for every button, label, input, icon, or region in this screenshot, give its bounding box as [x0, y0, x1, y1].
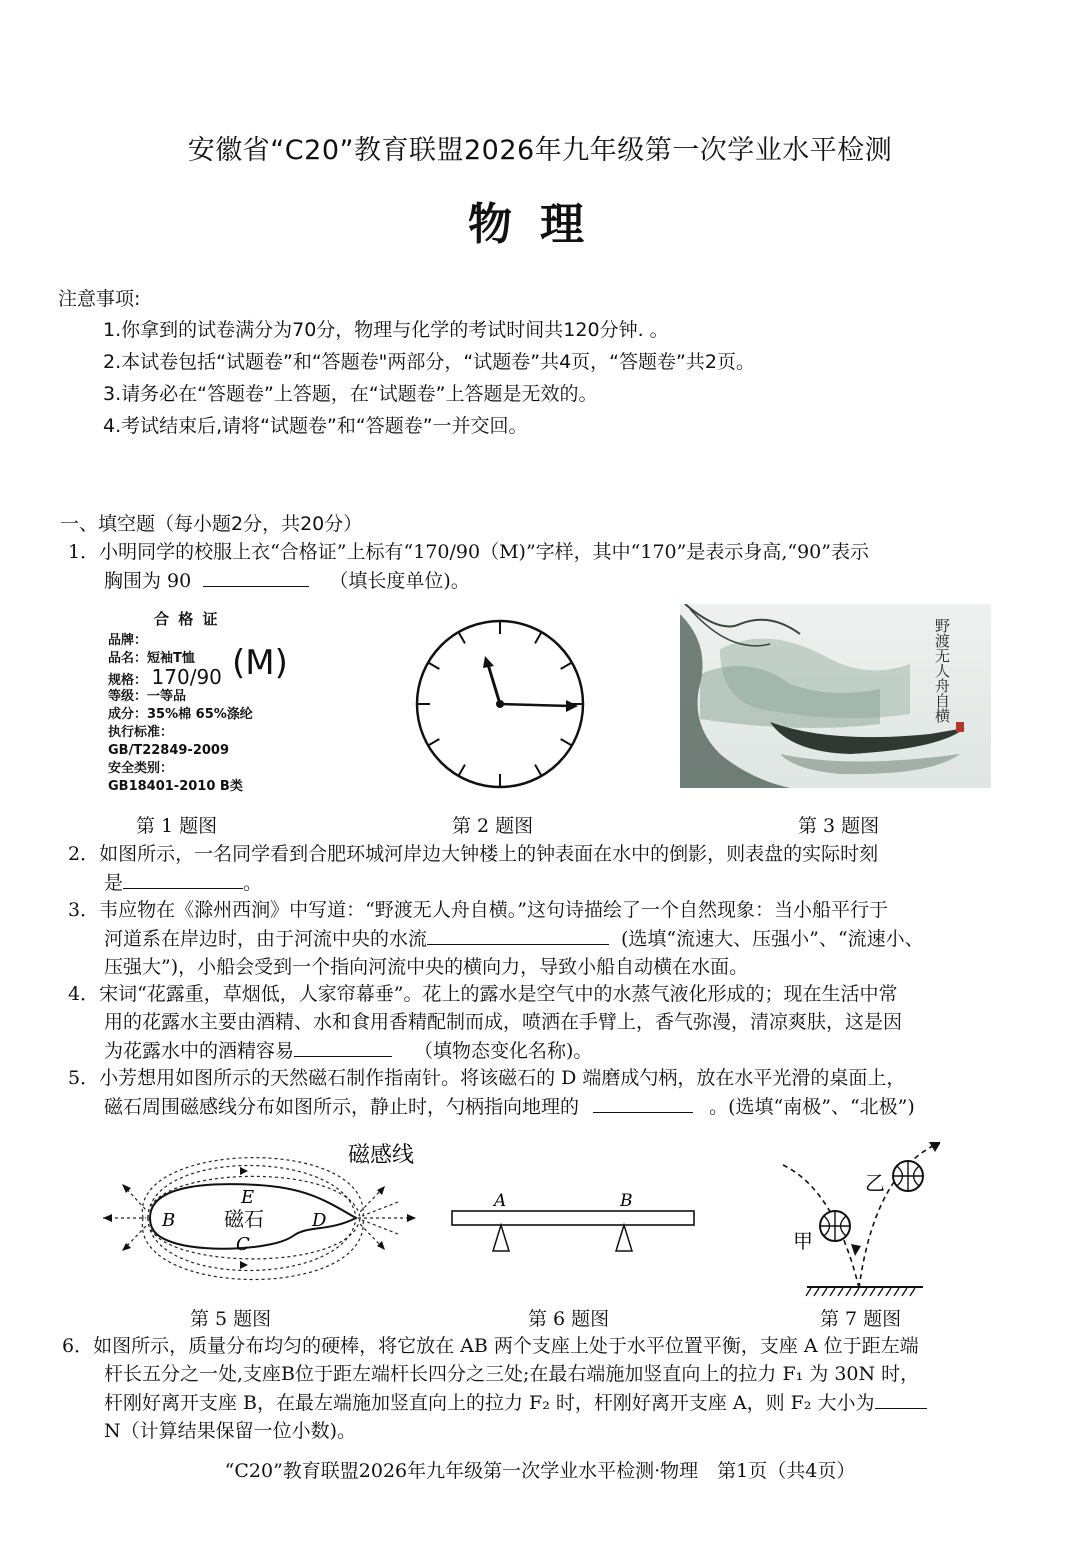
ball-yi: [893, 1161, 923, 1191]
question-4-line-1: 4．宋词“花露重，草烟低，人家帘幕垂”。花上的露水是空气中的水蒸气液化形成的；现在生活中常: [68, 983, 898, 1005]
ground-hatch-line: [838, 1288, 843, 1296]
field-line-label: 磁感线: [348, 1143, 415, 1168]
section-heading: 一、填空题（每小题2分，共20分）: [60, 513, 363, 535]
ground-hatch-line: [814, 1288, 819, 1296]
ground-hatch-line: [830, 1288, 835, 1296]
tag-safety-value: GB18401-2010 B类: [108, 779, 243, 794]
poem-text: 野渡无人舟自横: [933, 618, 951, 723]
support-b: [616, 1225, 632, 1251]
tag-name: 品名：短袖T恤: [108, 651, 195, 666]
label-e: E: [241, 1187, 255, 1208]
caption-fig-6: 第 6 题图: [528, 1308, 610, 1330]
incoming-arrow: [851, 1244, 861, 1256]
ground-hatch-line: [870, 1288, 875, 1296]
tag-spec-label: 规格：: [108, 673, 148, 688]
exam-title: 安徽省“C20”教育联盟2026年九年级第一次学业水平检测: [187, 135, 893, 166]
boat-painting: [680, 604, 991, 788]
question-4-line-2: 用的花露水主要由酒精、水和食用香精配制而成，喷洒在手臂上，香气弥漫，清凉爽肤，这是因: [104, 1011, 903, 1033]
label-b: B: [162, 1210, 176, 1231]
question-1-line-2: [68, 566, 1026, 595]
clock-tick: [429, 663, 439, 669]
question-2-text-b: 。: [243, 872, 263, 894]
label-jia: 甲: [793, 1229, 813, 1253]
question-3: [68, 896, 1026, 981]
question-6-line-4: N（计算结果保留一位小数)。: [104, 1420, 357, 1442]
answer-blank: [123, 868, 243, 889]
lever-figure: [448, 1185, 700, 1257]
question-1-text-a: 胸围为 90: [104, 570, 192, 592]
support-a: [493, 1225, 509, 1251]
minute-hand-arrow: [566, 700, 578, 712]
label-a: A: [494, 1191, 507, 1211]
caption-fig-1: 第 1 题图: [136, 815, 218, 837]
notice-item-2: 2.本试卷包括“试题卷”和“答题卷"两部分，“试题卷”共4页，“答题卷”共2页。: [103, 351, 755, 373]
answer-blank: [593, 1092, 693, 1113]
question-2-line-2: [68, 868, 1026, 897]
question-3-text-b: (选填“流速大、压强小”、“流速小、: [621, 928, 924, 950]
ground-hatch-line: [822, 1288, 827, 1296]
tag-standard-value: GB/T22849-2009: [108, 743, 229, 758]
question-5-line-1: 5．小芳想用如图所示的天然磁石制作指南针。将该磁石的 D 端磨成勺柄，放在水平光滑的桌面上，: [68, 1067, 906, 1089]
answer-blank: [294, 1036, 392, 1057]
page-footer: “C20”教育联盟2026年九年级第一次学业水平检测·物理 第1页（共4页）: [224, 1460, 856, 1482]
caption-fig-3: 第 3 题图: [798, 815, 880, 837]
magnet-label: 磁石: [224, 1207, 264, 1231]
magnet-field-figure: [98, 1140, 428, 1290]
tag-spec-value: 170/90: [151, 665, 222, 689]
rigid-rod: [452, 1211, 694, 1225]
label-b: B: [620, 1191, 633, 1211]
caption-fig-7: 第 7 题图: [820, 1308, 902, 1330]
answer-blank: [427, 924, 609, 945]
ground-hatch-line: [846, 1288, 851, 1296]
notice-heading: 注意事项:: [58, 288, 141, 310]
question-4-text-a: 为花露水中的酒精容易: [104, 1040, 295, 1062]
question-1-text-b: （填长度单位)。: [329, 570, 470, 592]
label-d: D: [312, 1210, 327, 1231]
ground-hatch-line: [854, 1288, 859, 1296]
tag-brand: 品牌：: [108, 633, 148, 648]
ground-hatch-line: [878, 1288, 883, 1296]
question-5-line-2: [68, 1092, 1026, 1121]
question-2: [68, 840, 1026, 897]
question-4: [68, 980, 1026, 1065]
caption-fig-5: 第 5 题图: [190, 1308, 272, 1330]
question-6-line-1: 6．如图所示，质量分布均匀的硬棒，将它放在 AB 两个支座上处于水平位置平衡，支座 A 位于距左端: [62, 1335, 919, 1357]
question-1-line-1: 1．小明同学的校服上衣“合格证”上标有“170/90（M)”字样，其中“170”是表示身高,“90”表示: [68, 541, 869, 563]
minute-hand: [500, 704, 570, 706]
tag-standard-label: 执行标准：: [108, 725, 174, 740]
caption-fig-2: 第 2 题图: [452, 815, 534, 837]
clock-tick: [535, 633, 541, 643]
clock-center: [496, 700, 504, 708]
label-c: C: [236, 1234, 250, 1255]
answer-blank: [875, 1388, 927, 1409]
ground-hatch-line: [910, 1288, 915, 1296]
ground-hatch: [806, 1288, 915, 1296]
clock-tick: [561, 663, 571, 669]
answer-blank: [203, 566, 309, 587]
label-yi: 乙: [865, 1171, 885, 1195]
question-6-line-2: 杆长五分之一处,支座B位于距左端杆长四分之三处;在最右端施加竖直向上的拉力 F₁ 为 30N 时，: [104, 1363, 920, 1385]
question-6-line-3: [62, 1388, 1024, 1417]
notice-item-1: 1.你拿到的试卷满分为70分，物理与化学的考试时间共120分钟. 。: [103, 319, 669, 341]
qualification-tag: [108, 610, 318, 796]
ground-hatch-line: [886, 1288, 891, 1296]
notice-item-3: 3.请务必在“答题卷”上答题，在“试题卷”上答题是无效的。: [103, 383, 598, 405]
hour-hand-arrow: [483, 656, 494, 668]
question-3-line-2: [68, 924, 1026, 953]
ground-hatch-line: [862, 1288, 867, 1296]
question-1: [68, 538, 1026, 595]
red-seal: [956, 722, 964, 732]
question-6: [62, 1332, 1024, 1445]
question-3-text-a: 河道系在岸边时，由于河流中央的水流: [104, 928, 428, 950]
subject-title: 物理: [468, 199, 612, 250]
question-4-text-b: （填物态变化名称)。: [414, 1040, 593, 1062]
hour-hand: [487, 661, 500, 704]
question-2-line-1: 2．如图所示，一名同学看到合肥环城河岸边大钟楼上的钟表面在水中的倒影，则表盘的实际时刻: [68, 843, 879, 865]
notice-item-4: 4.考试结束后,请将“试题卷”和“答题卷”一并交回。: [103, 415, 528, 437]
clock-tick: [429, 739, 439, 745]
question-2-text-a: 是: [104, 872, 124, 894]
tag-title: 合 格 证: [154, 610, 220, 628]
ground-hatch-line: [902, 1288, 907, 1296]
question-3-line-1: 3．韦应物在《滁州西涧》中写道：“野渡无人舟自横。”这句诗描绘了一个自然现象：当小船平行于: [68, 899, 889, 921]
clock-tick: [561, 739, 571, 745]
tag-safety-label: 安全类别：: [108, 761, 174, 776]
clock-tick: [459, 633, 465, 643]
tag-spec-size: (M): [232, 643, 288, 683]
ground-hatch-line: [894, 1288, 899, 1296]
ball-jia: [820, 1211, 850, 1241]
question-3-line-3: 压强大”)，小船会受到一个指向河流中央的横向力，导致小船自动横在水面。: [104, 956, 749, 978]
question-5: [68, 1064, 1026, 1121]
clock-tick: [459, 765, 465, 775]
clock-figure: [410, 616, 590, 796]
question-4-line-3: [68, 1036, 1026, 1065]
ground-hatch-line: [806, 1288, 811, 1296]
question-6-text-a: 杆刚好离开支座 B，在最左端施加竖直向上的拉力 F₂ 时，杆刚好离开支座 A，则 F₂ 大小为: [104, 1392, 875, 1414]
tag-composition: 成分：35%棉 65%涤纶: [108, 707, 253, 722]
tag-grade: 等级：一等品: [108, 689, 187, 704]
clock-tick: [535, 765, 541, 775]
question-5-text-b: 。(选填“南极”、“北极”): [709, 1096, 915, 1118]
question-5-text-a: 磁石周围磁感线分布如图所示，静止时，勺柄指向地理的: [104, 1096, 580, 1118]
ball-figure: [775, 1130, 940, 1302]
